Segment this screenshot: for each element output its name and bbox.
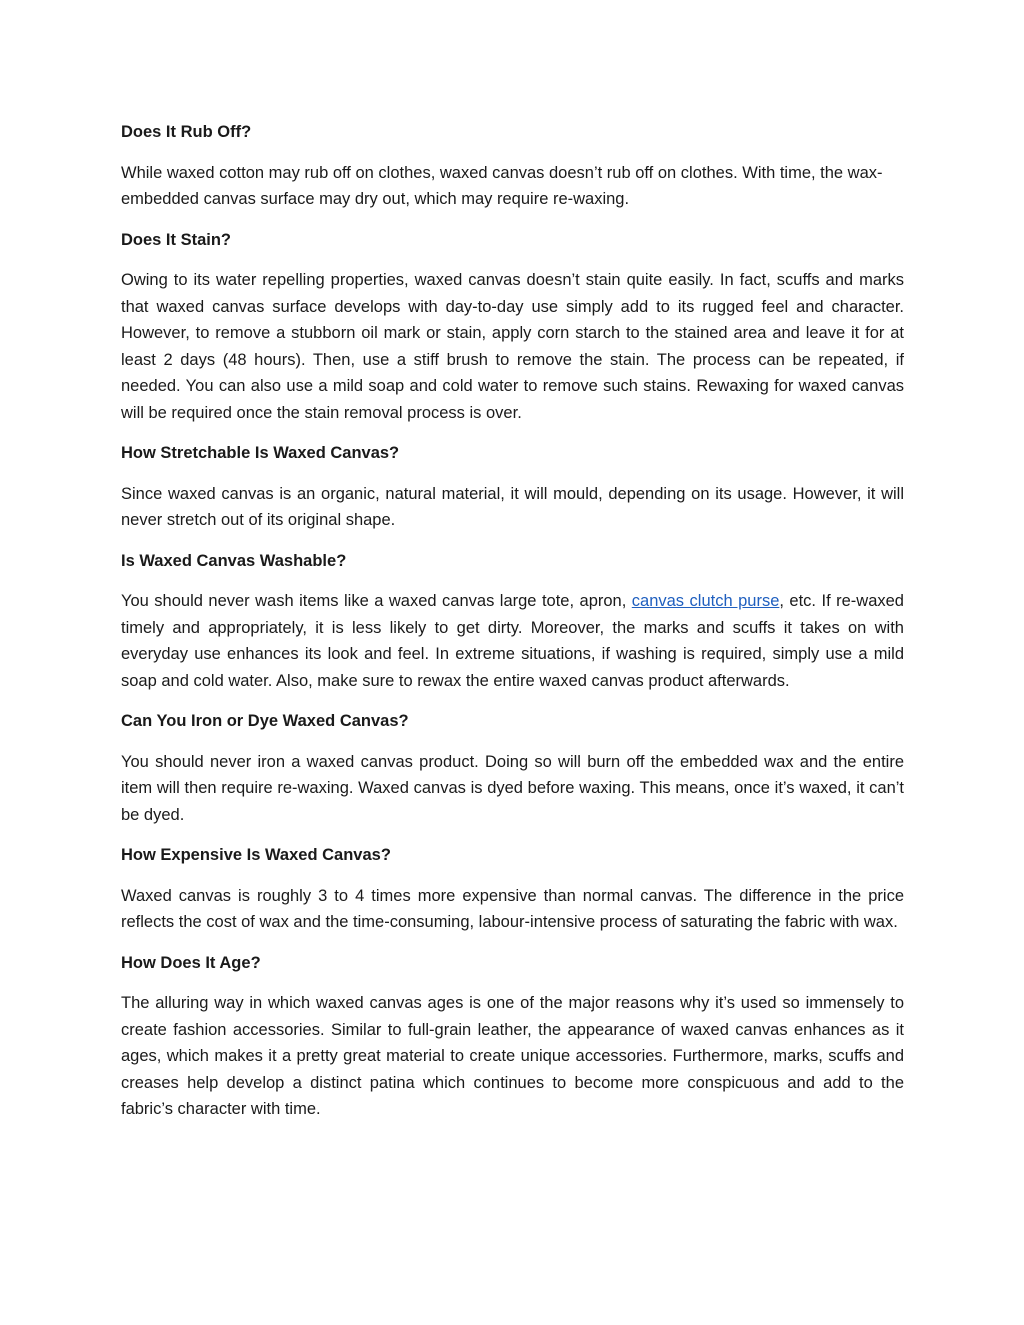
- section-heading: Is Waxed Canvas Washable?: [121, 551, 347, 570]
- section-heading: How Stretchable Is Waxed Canvas?: [121, 444, 400, 462]
- section-rub-off: [121, 119, 904, 213]
- canvas-clutch-purse-link[interactable]: canvas clutch purse: [631, 592, 780, 610]
- section-paragraph: While waxed cotton may rub off on clothes, waxed canvas doesn’t rub off on clothes. With time, the wax-embedded canvas surface may dry out, which may require re-waxing.: [121, 163, 883, 208]
- section-paragraph: The alluring way in which waxed canvas ages is one of the major reasons why it’s used so immensely to create fashion accessories. Similar to full-grain leather, the appearance of waxed canvas enhances as it ages, which makes it a pretty great material to create unique accessories. Furthermore, marks, scuffs and creases help develop a distinct patina which continues to become more conspicuous and add to the fabric’s character with time.: [121, 994, 904, 1118]
- section-paragraph: Since waxed canvas is an organic, natural material, it will mould, depending on its usage. However, it will never stretch out of its original shape.: [121, 484, 904, 529]
- document-page: [121, 119, 904, 1137]
- section-heading: Does It Stain?: [121, 230, 232, 249]
- section-paragraph: Owing to its water repelling properties, waxed canvas doesn’t stain quite easily. In fact, scuffs and marks that waxed canvas surface develops with day-to-day use simply add to its rugged feel and character. However, to remove a stubborn oil mark or stain, apply corn starch to the stained area and leave it for at least 2 days (48 hours). Then, use a stiff brush to remove the stain. The process can be repeated, if needed. You can also use a mild soap and cold water to remove such stains. Rewaxing for waxed canvas will be required once the stain removal process is over.: [121, 271, 904, 422]
- section-heading: How Expensive Is Waxed Canvas?: [121, 846, 391, 864]
- section-heading: How Does It Age?: [121, 953, 261, 972]
- section-heading: Does It Rub Off?: [121, 123, 252, 141]
- paragraph-text-before-link: You should never wash items like a waxed canvas large tote, apron,: [121, 592, 632, 610]
- section-paragraph: You should never iron a waxed canvas product. Doing so will burn off the embedded wax and the entire item will then require re-waxing. Waxed canvas is dyed before waxing. This means, once it’s waxed, it can’t be dyed.: [121, 752, 904, 824]
- section-age: [121, 950, 904, 1123]
- section-paragraph: Waxed canvas is roughly 3 to 4 times more expensive than normal canvas. The difference in the price reflects the cost of wax and the time-consuming, labour-intensive process of saturating the fabric with wax.: [121, 886, 904, 931]
- section-washable: [121, 548, 904, 695]
- section-iron-dye: [121, 708, 904, 828]
- section-heading: Can You Iron or Dye Waxed Canvas?: [121, 712, 409, 730]
- section-stretchable: [121, 440, 904, 534]
- section-expensive: [121, 842, 904, 936]
- section-paragraph: [121, 588, 904, 694]
- paragraph-text-after-link: , etc. If re-waxed timely and appropriately, it is less likely to get dirty. Moreover, the marks and scuffs it takes on with everyday use enhances its look and feel. In extreme situations, if washing is required, simply use a mild soap and cold water. Also, make sure to rewax the entire waxed canvas product afterwards.: [121, 592, 904, 690]
- section-stain: [121, 227, 904, 427]
